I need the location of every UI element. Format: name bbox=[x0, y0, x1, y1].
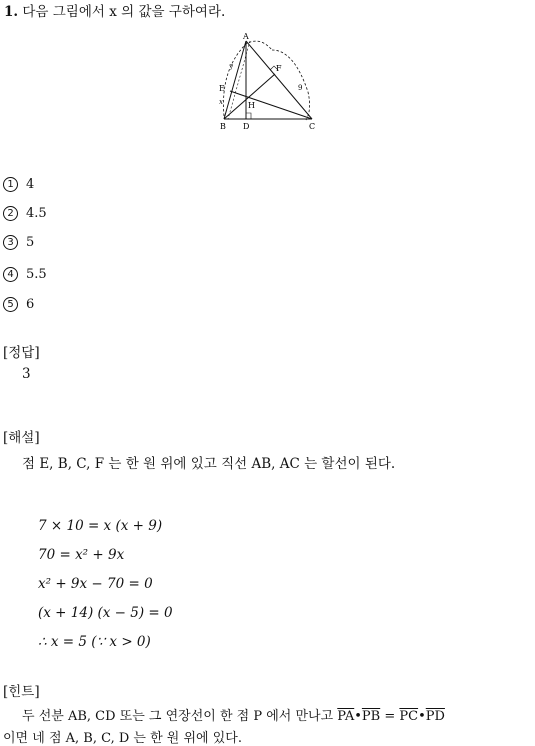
choice-marker: 4 bbox=[3, 267, 18, 282]
choice-2[interactable] bbox=[3, 206, 47, 221]
label-b: B bbox=[220, 122, 226, 131]
segment-pa: $\overline{PA}$ bbox=[337, 709, 355, 724]
choice-value: 6 bbox=[26, 297, 35, 312]
choice-marker: 2 bbox=[3, 206, 18, 221]
choice-marker: 3 bbox=[3, 235, 18, 250]
dashed-line bbox=[228, 41, 250, 119]
label-h: H bbox=[248, 101, 255, 110]
label-c: C bbox=[309, 122, 316, 131]
choice-value: 4.5 bbox=[26, 206, 47, 221]
bullet: • bbox=[418, 709, 426, 724]
equation-5: ∴ x = 5 (∵ x > 0) bbox=[38, 634, 151, 650]
bullet: • bbox=[354, 709, 362, 724]
hint-line-2: 이면 네 점 A, B, C, D 는 한 원 위에 있다. bbox=[3, 731, 242, 746]
side-ab bbox=[224, 41, 246, 119]
explanation-line: 점 E, B, C, F 는 한 원 위에 있고 직선 AB, AC 는 할선이 된다. bbox=[22, 456, 396, 472]
question-text: 다음 그림에서 x 의 값을 구하여라. bbox=[22, 4, 226, 20]
equation-2: 70 = x² + 9x bbox=[38, 547, 125, 563]
edge-label-9: 9 bbox=[298, 84, 303, 92]
hint-line-1 bbox=[22, 705, 445, 724]
hint-text: 두 선분 AB, CD 또는 그 연장선이 한 점 P 에서 만나고 bbox=[22, 709, 338, 724]
equation-4: (x + 14) (x − 5) = 0 bbox=[38, 605, 173, 621]
question bbox=[4, 0, 225, 20]
label-f: F bbox=[276, 64, 282, 73]
geometry-figure bbox=[216, 30, 326, 134]
choice-1[interactable] bbox=[3, 177, 34, 192]
edge-label-3: x bbox=[219, 98, 223, 106]
segment-pd: $\overline{PD}$ bbox=[425, 709, 445, 724]
equals: = bbox=[380, 709, 400, 724]
choice-marker: 5 bbox=[3, 297, 18, 312]
equation-1: 7 × 10 = x (x + 9) bbox=[38, 518, 163, 534]
choice-5[interactable] bbox=[3, 297, 34, 312]
right-angle-d bbox=[246, 113, 251, 119]
equation-3: x² + 9x − 70 = 0 bbox=[38, 576, 153, 592]
answer-value: 3 bbox=[22, 366, 31, 382]
edge-label-7: 7 bbox=[229, 64, 234, 72]
label-e: E bbox=[219, 84, 225, 93]
altitude-bf bbox=[224, 74, 275, 119]
choice-3[interactable] bbox=[3, 235, 34, 250]
explanation-heading: [해설] bbox=[3, 430, 40, 446]
choice-marker: 1 bbox=[3, 177, 18, 192]
segment-pc: $\overline{PC}$ bbox=[399, 709, 419, 724]
label-d: D bbox=[243, 122, 250, 131]
label-a: A bbox=[243, 32, 249, 41]
choice-value: 5 bbox=[26, 235, 35, 250]
answer-heading: [정답] bbox=[3, 345, 40, 361]
question-number: 1. bbox=[4, 4, 19, 20]
hint-heading: [힌트] bbox=[3, 684, 40, 700]
segment-pb: $\overline{PB}$ bbox=[361, 709, 381, 724]
choice-value: 5.5 bbox=[26, 267, 47, 282]
choice-value: 4 bbox=[26, 177, 35, 192]
choice-4[interactable] bbox=[3, 267, 47, 282]
